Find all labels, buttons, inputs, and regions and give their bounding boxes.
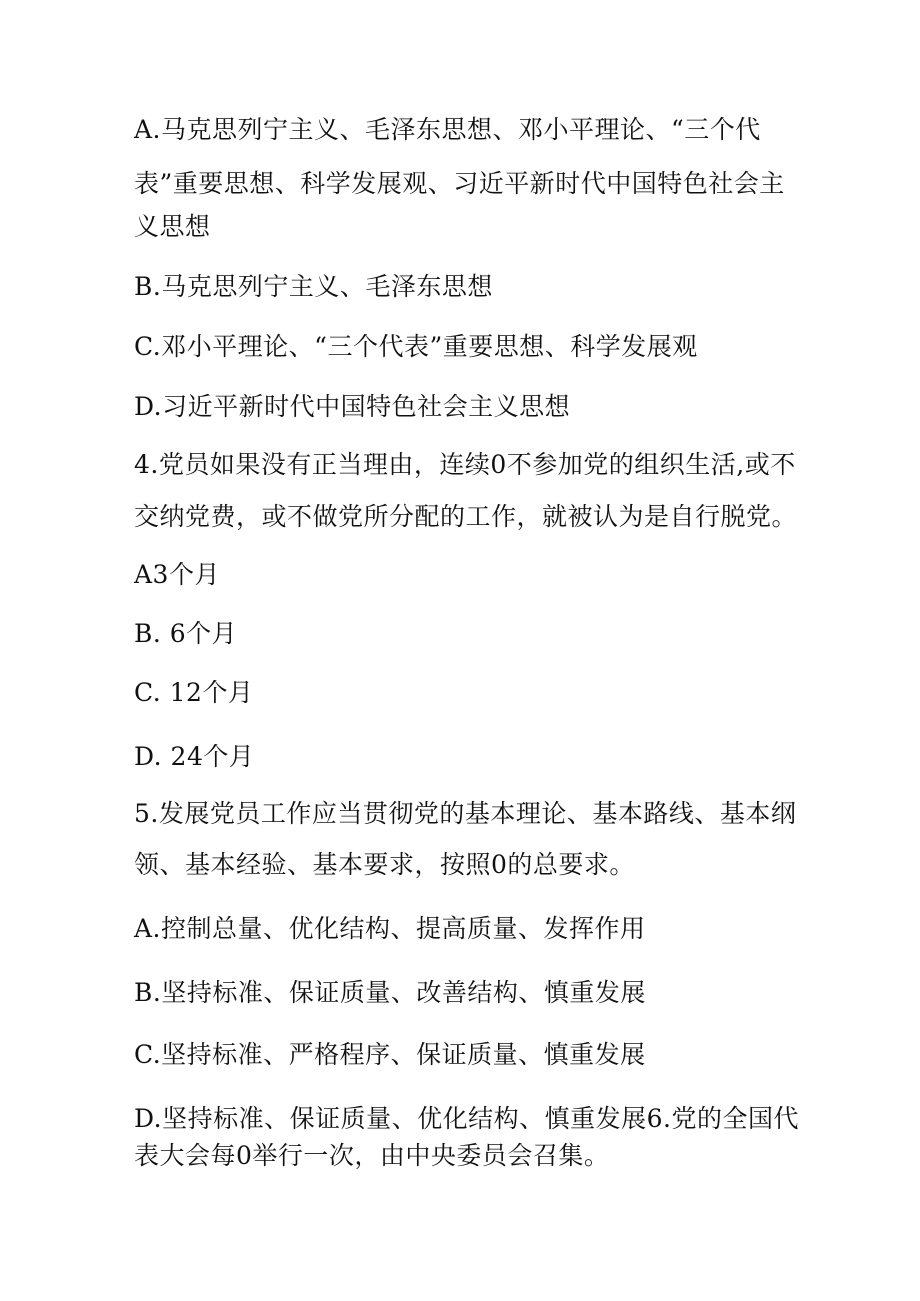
q4-option-d: D. 24个月 [134,742,255,771]
q3-option-c: C.邓小平理论、“三个代表”重要思想、科学发展观 [134,332,698,361]
q4-stem-line-2: 交纳党费，或不做党所分配的工作，就被认为是自行脱党。 [134,502,798,531]
q5-option-c: C.坚持标准、严格程序、保证质量、慎重发展 [134,1040,646,1069]
q5-stem-line-2: 领、基本经验、基本要求，按照0的总要求。 [134,850,635,879]
q3-option-a-line-3: 义思想 [134,212,211,241]
q5-option-a: A.控制总量、优化结构、提高质量、发挥作用 [134,914,646,943]
q4-option-a: A3个月 [134,560,220,589]
q4-option-c: C. 12个月 [134,678,254,707]
q3-option-d: D.习近平新时代中国特色社会主义思想 [134,392,571,421]
q4-stem-line-1: 4.党员如果没有正当理由，连续0不参加党的组织生活,或不 [134,450,796,479]
q3-option-a-line-1: A.马克思列宁主义、毛泽东思想、邓小平理论、“三个代 [134,115,761,144]
q3-option-a-line-2: 表”重要思想、科学发展观、习近平新时代中国特色社会主 [134,169,785,198]
q5-option-b: B.坚持标准、保证质量、改善结构、慎重发展 [134,978,646,1007]
q3-option-b: B.马克思列宁主义、毛泽东思想 [134,272,493,301]
q5-option-d-q6-stem-line-1: D.坚持标准、保证质量、优化结构、慎重发展6.党的全国代 [134,1104,799,1133]
q4-option-b: B. 6个月 [134,619,238,648]
q6-stem-line-2: 表大会每0举行一次，由中央委员会召集。 [134,1141,610,1170]
q5-stem-line-1: 5.发展党员工作应当贯彻党的基本理论、基本路线、基本纲 [134,799,797,828]
